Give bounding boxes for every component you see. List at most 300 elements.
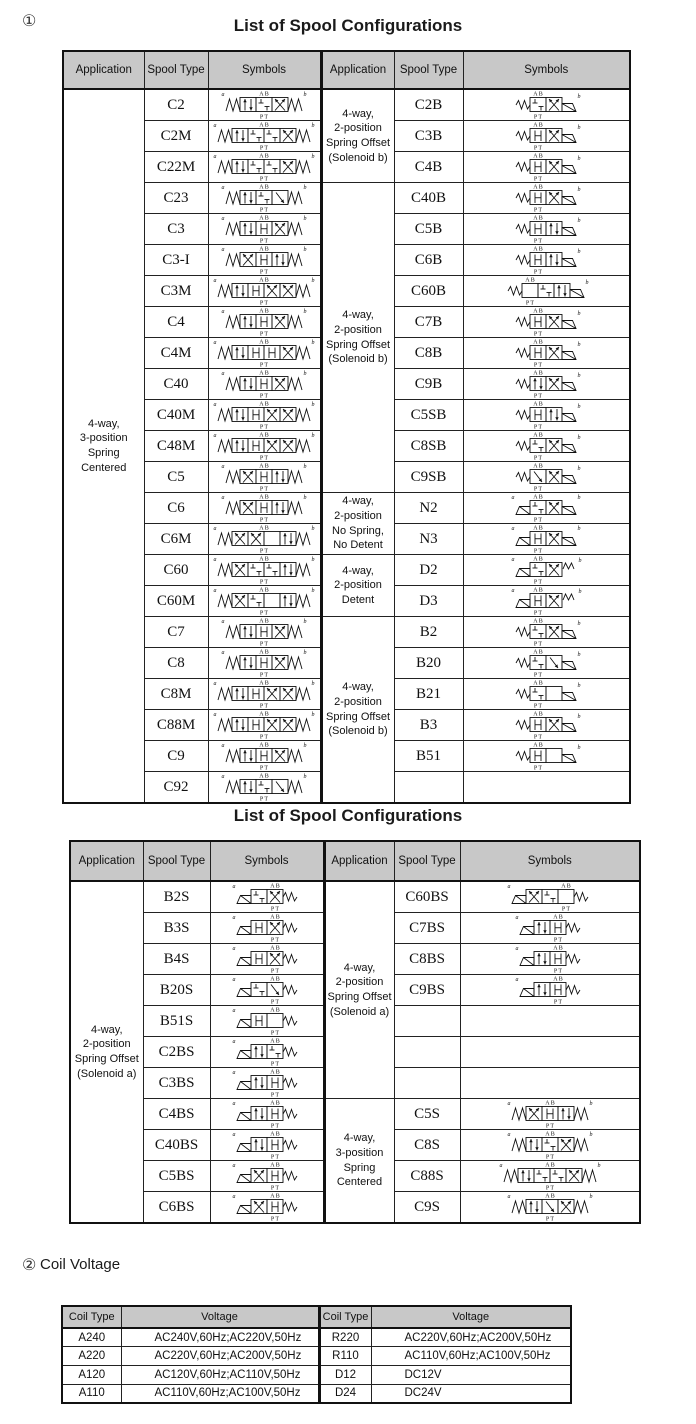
symbols-cell bbox=[463, 679, 630, 710]
svg-text:b: b bbox=[311, 557, 315, 563]
svg-text:b: b bbox=[577, 404, 581, 410]
voltage-cell: AC110V,60Hz;AC100V,50Hz bbox=[371, 1347, 571, 1366]
column-header: Application bbox=[324, 841, 394, 881]
valve-symbol bbox=[508, 183, 584, 213]
svg-text:A B: A B bbox=[269, 914, 280, 921]
voltage-cell: AC220V,60Hz;AC200V,50Hz bbox=[371, 1328, 571, 1347]
symbols-cell bbox=[208, 276, 321, 307]
svg-text:a: a bbox=[221, 216, 225, 222]
svg-text:A B: A B bbox=[259, 153, 269, 160]
spool-type-cell: C60M bbox=[144, 586, 208, 617]
valve-symbol bbox=[229, 882, 305, 912]
svg-text:A B: A B bbox=[259, 370, 269, 377]
svg-text:a: a bbox=[511, 495, 515, 501]
symbols-cell bbox=[208, 679, 321, 710]
valve-symbol bbox=[229, 1099, 305, 1129]
spool-type-cell: C9BS bbox=[394, 975, 460, 1006]
section-2-number: ② bbox=[22, 1257, 37, 1274]
svg-text:A B: A B bbox=[533, 153, 544, 160]
svg-text:a: a bbox=[221, 619, 225, 625]
svg-text:A B: A B bbox=[552, 914, 563, 921]
spool-type-cell: C40BS bbox=[143, 1130, 210, 1161]
valve-symbol bbox=[218, 183, 310, 213]
valve-symbol bbox=[508, 710, 584, 740]
coil-type-cell: R220 bbox=[319, 1328, 371, 1347]
svg-text:b: b bbox=[577, 745, 581, 751]
svg-text:P T: P T bbox=[259, 796, 269, 802]
svg-text:a: a bbox=[515, 946, 519, 952]
svg-text:a: a bbox=[221, 774, 225, 780]
svg-text:a: a bbox=[232, 1194, 235, 1200]
valve-symbol bbox=[218, 369, 310, 399]
svg-text:a: a bbox=[511, 588, 515, 594]
svg-text:b: b bbox=[311, 154, 315, 160]
valve-symbol bbox=[508, 648, 584, 678]
svg-text:P T: P T bbox=[259, 548, 269, 554]
svg-text:a: a bbox=[232, 915, 235, 921]
svg-text:P T: P T bbox=[534, 393, 543, 399]
svg-text:A B: A B bbox=[259, 618, 269, 625]
svg-text:P T: P T bbox=[270, 1092, 279, 1098]
spool-type-cell: C9S bbox=[394, 1192, 460, 1224]
symbols-cell bbox=[208, 338, 321, 369]
spool-type-cell: B4S bbox=[143, 944, 210, 975]
svg-text:A B: A B bbox=[269, 1038, 280, 1045]
symbols-cell bbox=[463, 276, 630, 307]
svg-text:b: b bbox=[577, 621, 581, 627]
svg-text:P T: P T bbox=[270, 1216, 279, 1222]
symbols-cell bbox=[463, 121, 630, 152]
svg-text:P T: P T bbox=[259, 517, 269, 523]
svg-text:a: a bbox=[511, 526, 515, 532]
coil-type-cell: A220 bbox=[62, 1347, 121, 1366]
spool-type-cell: C5S bbox=[394, 1099, 460, 1130]
spool-type-cell: C3 bbox=[144, 214, 208, 245]
application-cell: 4-way, 2-position Spring Offset (Solenoid b) bbox=[321, 183, 394, 493]
symbols-cell bbox=[463, 152, 630, 183]
svg-text:P T: P T bbox=[534, 362, 543, 368]
spool-type-cell: C7 bbox=[144, 617, 208, 648]
page-title-2: List of Spool Configurations bbox=[233, 806, 463, 825]
valve-symbol bbox=[229, 1130, 305, 1160]
spool-type-cell: C4BS bbox=[143, 1099, 210, 1130]
column-header: Symbols bbox=[208, 51, 321, 89]
svg-text:a: a bbox=[213, 712, 217, 718]
symbols-cell bbox=[208, 152, 321, 183]
symbols-cell bbox=[210, 1130, 324, 1161]
svg-text:A B: A B bbox=[259, 401, 269, 408]
svg-text:P T: P T bbox=[534, 703, 543, 709]
svg-text:P T: P T bbox=[534, 176, 543, 182]
symbols-cell bbox=[208, 183, 321, 214]
svg-text:P T: P T bbox=[553, 937, 562, 943]
svg-text:a: a bbox=[213, 278, 217, 284]
valve-symbol bbox=[210, 710, 318, 740]
spool-type-cell: C40M bbox=[144, 400, 208, 431]
spool-type-cell: C5 bbox=[144, 462, 208, 493]
svg-text:a: a bbox=[499, 1163, 503, 1169]
svg-text:b: b bbox=[311, 402, 315, 408]
svg-text:P T: P T bbox=[259, 145, 269, 151]
svg-text:A B: A B bbox=[533, 401, 544, 408]
spool-type-cell: C8M bbox=[144, 679, 208, 710]
valve-symbol bbox=[210, 400, 318, 430]
voltage-cell: DC24V bbox=[371, 1384, 571, 1403]
svg-text:b: b bbox=[589, 1132, 593, 1138]
svg-text:P T: P T bbox=[553, 968, 562, 974]
valve-symbol bbox=[508, 617, 584, 647]
svg-text:b: b bbox=[311, 712, 315, 718]
spool-type-cell: C3B bbox=[394, 121, 463, 152]
valve-symbol bbox=[512, 944, 588, 974]
svg-text:A B: A B bbox=[533, 184, 544, 191]
spool-type-cell: C6 bbox=[144, 493, 208, 524]
symbols-cell bbox=[463, 710, 630, 741]
svg-text:a: a bbox=[221, 650, 225, 656]
spool-type-cell: C2M bbox=[144, 121, 208, 152]
valve-symbol bbox=[210, 679, 318, 709]
symbols-cell bbox=[460, 1130, 640, 1161]
svg-text:A B: A B bbox=[269, 1069, 280, 1076]
spool-type-cell: C88M bbox=[144, 710, 208, 741]
column-header: Symbols bbox=[460, 841, 640, 881]
svg-text:a: a bbox=[232, 1008, 235, 1014]
svg-text:A B: A B bbox=[533, 122, 544, 129]
svg-text:a: a bbox=[221, 464, 225, 470]
svg-text:A B: A B bbox=[259, 773, 269, 780]
coil-type-cell: A120 bbox=[62, 1365, 121, 1384]
svg-text:P T: P T bbox=[259, 455, 269, 461]
svg-text:a: a bbox=[213, 526, 217, 532]
svg-text:A B: A B bbox=[533, 556, 544, 563]
valve-symbol bbox=[210, 121, 318, 151]
column-header: Voltage bbox=[371, 1306, 571, 1328]
svg-text:b: b bbox=[577, 526, 581, 532]
svg-text:a: a bbox=[221, 495, 225, 501]
svg-text:P T: P T bbox=[561, 906, 570, 912]
valve-symbol bbox=[210, 431, 318, 461]
svg-text:P T: P T bbox=[259, 579, 269, 585]
valve-symbol bbox=[512, 913, 588, 943]
spool-type-cell: C40B bbox=[394, 183, 463, 214]
svg-text:A B: A B bbox=[259, 649, 269, 656]
svg-text:A B: A B bbox=[552, 945, 563, 952]
svg-text:b: b bbox=[303, 619, 307, 625]
valve-symbol bbox=[218, 617, 310, 647]
valve-symbol bbox=[508, 121, 584, 151]
page-title: List of Spool Configurations bbox=[233, 16, 463, 35]
svg-text:b: b bbox=[303, 185, 307, 191]
spool-type-cell: D3 bbox=[394, 586, 463, 617]
voltage-cell: AC240V,60Hz;AC220V,50Hz bbox=[121, 1328, 319, 1347]
symbols-cell bbox=[208, 307, 321, 338]
svg-text:A B: A B bbox=[259, 91, 269, 98]
svg-text:P T: P T bbox=[534, 238, 543, 244]
coil-type-cell: D24 bbox=[319, 1384, 371, 1403]
svg-text:b: b bbox=[311, 278, 315, 284]
symbols-cell bbox=[460, 1161, 640, 1192]
svg-text:P T: P T bbox=[259, 207, 269, 213]
svg-text:b: b bbox=[311, 123, 315, 129]
svg-text:b: b bbox=[311, 588, 315, 594]
application-cell: 4-way, 2-position Spring Offset (Solenoid a) bbox=[324, 881, 394, 1099]
svg-text:a: a bbox=[213, 154, 217, 160]
valve-symbol bbox=[210, 276, 318, 306]
svg-text:P T: P T bbox=[259, 765, 269, 771]
voltage-cell: DC12V bbox=[371, 1365, 571, 1384]
valve-symbol bbox=[229, 1037, 305, 1067]
spool-table-1 bbox=[62, 50, 631, 804]
coil-type-cell: R110 bbox=[319, 1347, 371, 1366]
symbols-cell bbox=[463, 617, 630, 648]
svg-text:a: a bbox=[213, 340, 217, 346]
svg-text:b: b bbox=[303, 464, 307, 470]
symbols-cell bbox=[208, 555, 321, 586]
valve-symbol bbox=[229, 975, 305, 1005]
spool-type-cell: B3 bbox=[394, 710, 463, 741]
symbols-cell bbox=[460, 1192, 640, 1224]
spool-type-cell: C48M bbox=[144, 431, 208, 462]
svg-text:P T: P T bbox=[270, 999, 279, 1005]
svg-text:A B: A B bbox=[259, 587, 269, 594]
spool-type-cell: B2 bbox=[394, 617, 463, 648]
valve-symbol bbox=[218, 90, 310, 120]
valve-symbol bbox=[210, 524, 318, 554]
spool-type-cell: C2 bbox=[144, 89, 208, 121]
spool-type-cell: B51 bbox=[394, 741, 463, 772]
valve-symbol bbox=[508, 524, 584, 554]
valve-symbol bbox=[508, 245, 584, 275]
valve-symbol bbox=[500, 276, 592, 306]
valve-symbol bbox=[218, 245, 310, 275]
svg-text:A B: A B bbox=[269, 1162, 280, 1169]
svg-text:P T: P T bbox=[259, 703, 269, 709]
section-1-number: ① bbox=[22, 13, 37, 30]
svg-text:A B: A B bbox=[259, 711, 269, 718]
spool-type-cell: C40 bbox=[144, 369, 208, 400]
svg-text:b: b bbox=[303, 774, 307, 780]
column-header: Application bbox=[63, 51, 144, 89]
svg-text:a: a bbox=[232, 946, 235, 952]
column-header: Voltage bbox=[121, 1306, 319, 1328]
valve-symbol bbox=[508, 679, 584, 709]
symbols-cell bbox=[208, 586, 321, 617]
svg-text:A B: A B bbox=[544, 1162, 555, 1169]
svg-text:P T: P T bbox=[259, 176, 269, 182]
symbols-cell bbox=[208, 431, 321, 462]
symbols-cell bbox=[208, 369, 321, 400]
svg-text:b: b bbox=[577, 156, 581, 162]
svg-text:a: a bbox=[213, 433, 217, 439]
svg-text:A B: A B bbox=[259, 277, 269, 284]
svg-text:A B: A B bbox=[533, 649, 544, 656]
svg-text:b: b bbox=[303, 216, 307, 222]
valve-symbol bbox=[508, 214, 584, 244]
svg-text:b: b bbox=[303, 247, 307, 253]
application-cell: 4-way, 2-position Detent bbox=[321, 555, 394, 617]
svg-text:a: a bbox=[221, 247, 225, 253]
svg-text:b: b bbox=[577, 187, 581, 193]
spool-type-cell: C7B bbox=[394, 307, 463, 338]
valve-symbol bbox=[496, 1161, 604, 1191]
column-header: Coil Type bbox=[62, 1306, 121, 1328]
symbols-cell bbox=[460, 1068, 640, 1099]
valve-symbol bbox=[508, 400, 584, 430]
symbols-cell bbox=[210, 944, 324, 975]
valve-symbol bbox=[508, 586, 584, 616]
coil-voltage-table bbox=[61, 1305, 572, 1404]
column-header: Spool Type bbox=[394, 841, 460, 881]
svg-text:a: a bbox=[507, 1101, 511, 1107]
voltage-cell: AC120V,60Hz;AC110V,50Hz bbox=[121, 1365, 319, 1384]
valve-symbol bbox=[229, 944, 305, 974]
svg-text:P T: P T bbox=[259, 393, 269, 399]
application-cell: 4-way, 2-position Spring Offset (Solenoid b) bbox=[321, 89, 394, 183]
svg-text:A B: A B bbox=[269, 1193, 280, 1200]
svg-text:A B: A B bbox=[259, 742, 269, 749]
svg-text:b: b bbox=[303, 650, 307, 656]
symbols-cell bbox=[210, 1068, 324, 1099]
column-header: Spool Type bbox=[143, 841, 210, 881]
svg-text:P T: P T bbox=[270, 906, 279, 912]
svg-text:P T: P T bbox=[534, 486, 543, 492]
svg-text:a: a bbox=[232, 884, 235, 890]
valve-symbol bbox=[508, 307, 584, 337]
spool-type-cell: C8 bbox=[144, 648, 208, 679]
svg-text:P T: P T bbox=[259, 362, 269, 368]
svg-text:b: b bbox=[303, 495, 307, 501]
svg-text:b: b bbox=[303, 371, 307, 377]
spool-type-cell: C9SB bbox=[394, 462, 463, 493]
column-header: Spool Type bbox=[394, 51, 463, 89]
svg-text:b: b bbox=[577, 714, 581, 720]
column-header: Coil Type bbox=[319, 1306, 371, 1328]
svg-text:A B: A B bbox=[269, 1100, 280, 1107]
svg-text:P T: P T bbox=[534, 331, 543, 337]
svg-text:P T: P T bbox=[259, 610, 269, 616]
valve-symbol bbox=[508, 431, 584, 461]
svg-text:b: b bbox=[577, 495, 581, 501]
symbols-cell bbox=[463, 462, 630, 493]
application-cell: 4-way, 2-position Spring Offset (Solenoid b) bbox=[321, 617, 394, 804]
spool-type-cell: C60 bbox=[144, 555, 208, 586]
svg-text:b: b bbox=[585, 280, 589, 286]
symbols-cell bbox=[208, 245, 321, 276]
svg-text:A B: A B bbox=[533, 525, 544, 532]
svg-text:A B: A B bbox=[259, 680, 269, 687]
spool-type-cell: C4B bbox=[394, 152, 463, 183]
symbols-cell bbox=[463, 741, 630, 772]
svg-text:A B: A B bbox=[259, 339, 269, 346]
symbols-cell bbox=[463, 214, 630, 245]
svg-text:a: a bbox=[232, 977, 235, 983]
svg-text:a: a bbox=[221, 92, 225, 98]
svg-text:P T: P T bbox=[545, 1123, 554, 1129]
spool-type-cell: C60B bbox=[394, 276, 463, 307]
symbols-cell bbox=[463, 431, 630, 462]
column-header: Application bbox=[321, 51, 394, 89]
valve-symbol bbox=[504, 882, 596, 912]
symbols-cell bbox=[208, 214, 321, 245]
spool-type-cell: C6BS bbox=[143, 1192, 210, 1224]
valve-symbol bbox=[508, 338, 584, 368]
svg-text:P T: P T bbox=[270, 937, 279, 943]
svg-text:A B: A B bbox=[259, 525, 269, 532]
spool-type-cell: C60BS bbox=[394, 881, 460, 913]
svg-text:P T: P T bbox=[534, 672, 543, 678]
spool-type-cell: C4 bbox=[144, 307, 208, 338]
spool-type-cell: B2S bbox=[143, 881, 210, 913]
symbols-cell bbox=[463, 369, 630, 400]
spool-type-cell: C9B bbox=[394, 369, 463, 400]
symbols-cell bbox=[463, 493, 630, 524]
svg-text:A B: A B bbox=[259, 215, 269, 222]
spool-type-cell: C8S bbox=[394, 1130, 460, 1161]
symbols-cell bbox=[210, 1037, 324, 1068]
spool-type-cell: C2B bbox=[394, 89, 463, 121]
svg-text:A B: A B bbox=[552, 976, 563, 983]
coil-voltage-heading: Coil Voltage bbox=[40, 1256, 121, 1273]
svg-text:A B: A B bbox=[259, 432, 269, 439]
svg-text:A B: A B bbox=[259, 184, 269, 191]
svg-text:A B: A B bbox=[533, 432, 544, 439]
symbols-cell bbox=[463, 772, 630, 804]
symbols-cell bbox=[210, 1006, 324, 1037]
svg-text:A B: A B bbox=[269, 1007, 280, 1014]
svg-text:P T: P T bbox=[534, 734, 543, 740]
symbols-cell bbox=[460, 944, 640, 975]
application-cell: 4-way, 2-position Spring Offset (Solenoid a) bbox=[70, 881, 143, 1223]
spool-type-cell: C3BS bbox=[143, 1068, 210, 1099]
svg-text:a: a bbox=[511, 557, 515, 563]
svg-text:A B: A B bbox=[533, 370, 544, 377]
svg-text:b: b bbox=[311, 526, 315, 532]
spool-type-cell: C23 bbox=[144, 183, 208, 214]
symbols-cell bbox=[460, 975, 640, 1006]
symbols-cell bbox=[208, 710, 321, 741]
svg-text:P T: P T bbox=[270, 1123, 279, 1129]
spool-type-cell: C8BS bbox=[394, 944, 460, 975]
spool-type-cell: B51S bbox=[143, 1006, 210, 1037]
symbols-cell bbox=[460, 913, 640, 944]
svg-text:P T: P T bbox=[259, 114, 269, 120]
svg-text:b: b bbox=[577, 125, 581, 131]
svg-text:A B: A B bbox=[533, 680, 544, 687]
valve-symbol bbox=[504, 1192, 596, 1222]
application-cell: 4-way, 3-position Spring Centered bbox=[63, 89, 144, 803]
svg-text:A B: A B bbox=[533, 711, 544, 718]
svg-text:A B: A B bbox=[544, 1131, 555, 1138]
svg-text:A B: A B bbox=[533, 215, 544, 222]
valve-symbol bbox=[508, 555, 584, 585]
symbols-cell bbox=[463, 307, 630, 338]
voltage-cell: AC110V,60Hz;AC100V,50Hz bbox=[121, 1384, 319, 1403]
application-cell: 4-way, 3-position Spring Centered bbox=[324, 1099, 394, 1224]
symbols-cell bbox=[208, 121, 321, 152]
svg-text:P T: P T bbox=[545, 1216, 554, 1222]
valve-symbol bbox=[504, 1099, 596, 1129]
svg-text:P T: P T bbox=[534, 641, 543, 647]
svg-text:P T: P T bbox=[270, 1030, 279, 1036]
svg-text:a: a bbox=[221, 743, 225, 749]
svg-text:P T: P T bbox=[270, 1061, 279, 1067]
svg-text:a: a bbox=[232, 1132, 235, 1138]
svg-text:b: b bbox=[577, 249, 581, 255]
svg-text:P T: P T bbox=[270, 1185, 279, 1191]
symbols-cell bbox=[460, 881, 640, 913]
svg-text:A B: A B bbox=[533, 463, 544, 470]
spool-type-cell: C5SB bbox=[394, 400, 463, 431]
